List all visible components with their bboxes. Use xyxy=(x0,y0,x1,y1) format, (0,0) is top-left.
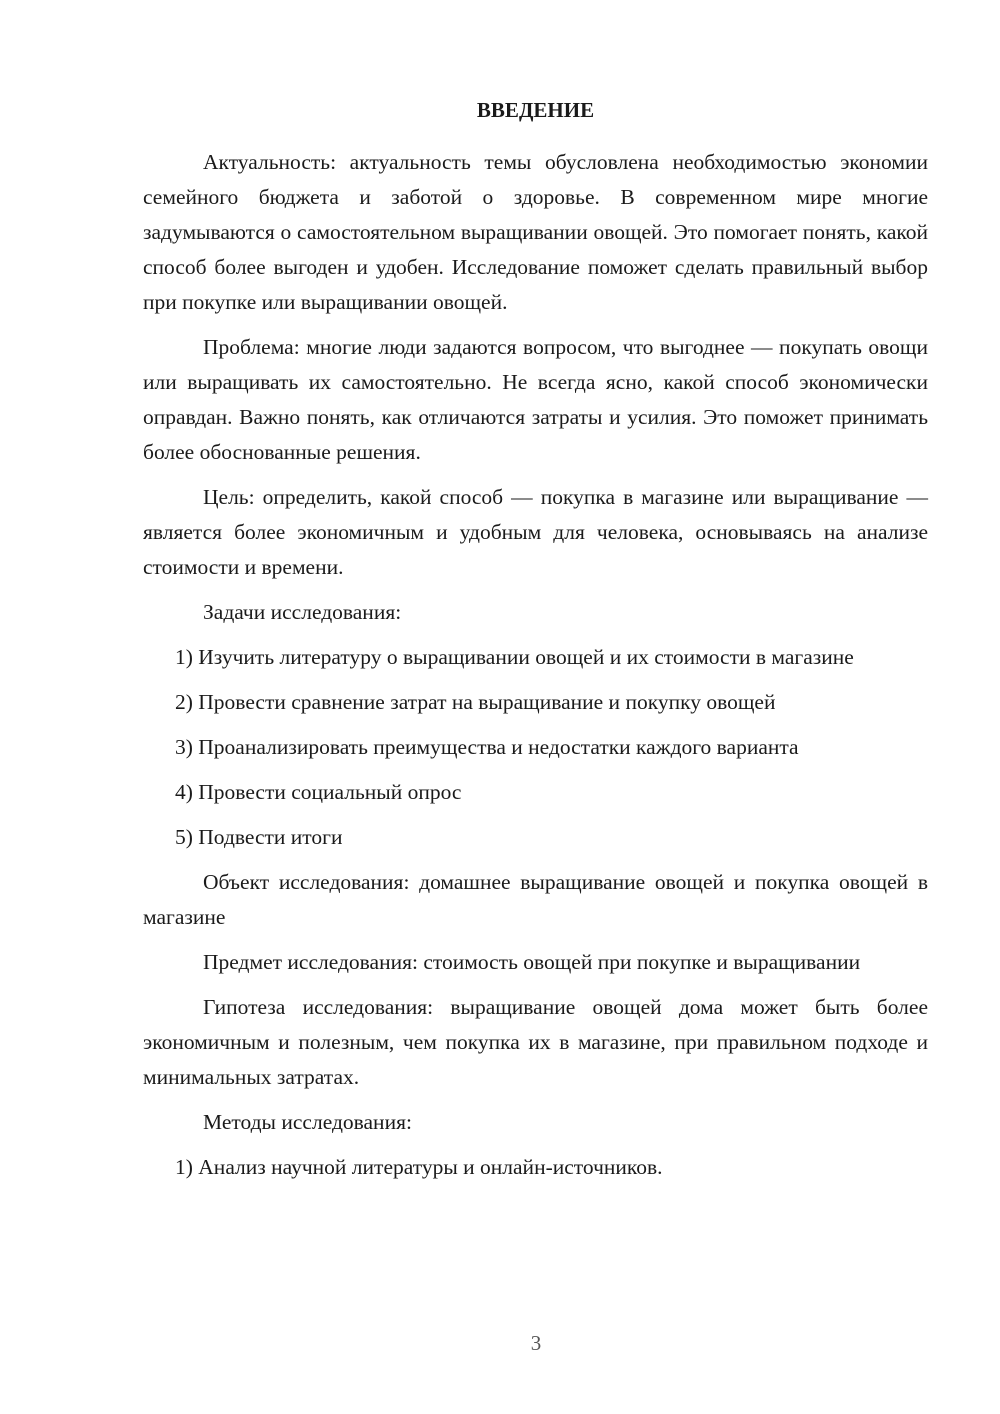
hypothesis-paragraph: Гипотеза исследования: выращивание овощей дома может быть более экономичным и полезным, чем покупка их в магазине, при правильном подходе и минимальных затратах. xyxy=(143,995,928,1089)
task-item: 4) Провести социальный опрос xyxy=(175,780,462,804)
task-item: 2) Провести сравнение затрат на выращивание и покупку овощей xyxy=(175,690,776,714)
object-paragraph: Объект исследования: домашнее выращивание овощей и покупка овощей в магазине xyxy=(143,870,928,929)
methods-heading: Методы исследования: xyxy=(203,1110,412,1134)
subject-paragraph: Предмет исследования: стоимость овощей при покупке и выращивании xyxy=(203,950,861,974)
task-item: 5) Подвести итоги xyxy=(175,825,343,849)
problem-paragraph: Проблема: многие люди задаются вопросом, что выгоднее — покупать овощи или выращивать их самостоятельно. Не всегда ясно, какой способ экономически оправдан. Важно понять, как отличаются затраты и усилия. Это поможет принимать более обоснованные решения. xyxy=(143,335,928,464)
method-item: 1) Анализ научной литературы и онлайн-источников. xyxy=(175,1155,663,1179)
task-item: 3) Проанализировать преимущества и недостатки каждого варианта xyxy=(175,735,799,759)
goal-paragraph: Цель: определить, какой способ — покупка в магазине или выращивание — является более экономичным и удобным для человека, основываясь на анализе стоимости и времени. xyxy=(143,485,928,579)
section-title: ВВЕДЕНИЕ xyxy=(476,98,595,122)
page-number: 3 xyxy=(530,1331,542,1355)
relevance-paragraph: Актуальность: актуальность темы обусловлена необходимостью экономии семейного бюджета и заботой о здоровье. В современном мире многие задумываются о самостоятельном выращивании овощей. Это помогает понять, какой способ более выгоден и удобен. Исследование поможет сделать правильный выбор при покупке или выращивании овощей. xyxy=(143,150,928,314)
task-item: 1) Изучить литературу о выращивании овощей и их стоимости в магазине xyxy=(175,645,854,669)
tasks-heading: Задачи исследования: xyxy=(203,600,402,624)
document-page xyxy=(143,95,928,1195)
